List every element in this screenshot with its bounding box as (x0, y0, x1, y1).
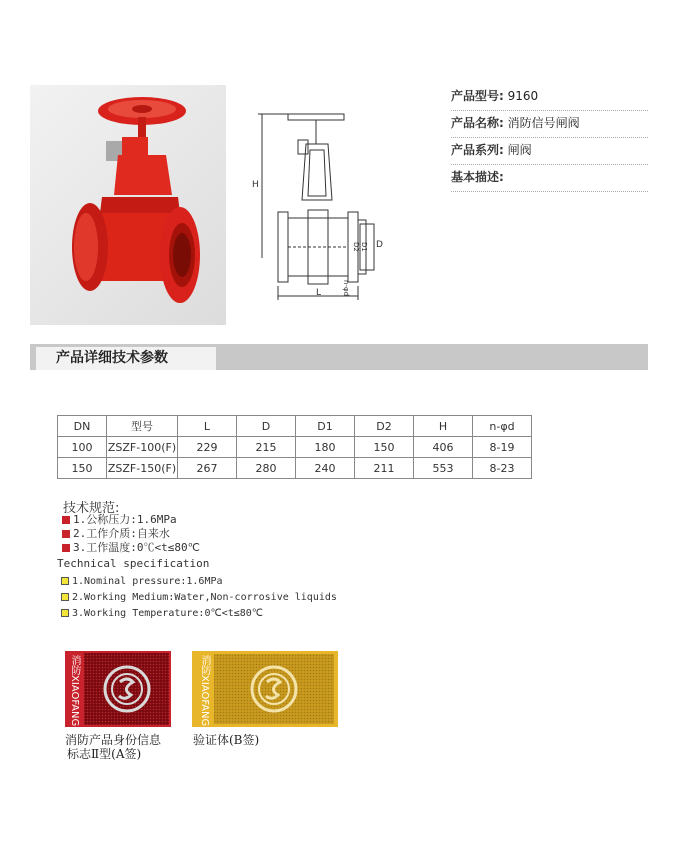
dim-label-h: H (252, 180, 259, 190)
table-header-cell: 型号 (107, 416, 178, 437)
info-row-series (451, 138, 648, 165)
dim-label-nd: n-φd (342, 280, 350, 297)
red-square-bullet-icon (62, 530, 70, 538)
table-cell: 406 (414, 437, 473, 458)
list-item (61, 574, 337, 590)
spec-en-list (61, 574, 337, 622)
table-cell: 240 (296, 458, 355, 479)
spec-cn-title: 技术规范: (63, 501, 120, 516)
series-label: 产品系列: (451, 143, 504, 157)
table-header-cell: D (237, 416, 296, 437)
table-header-cell: D1 (296, 416, 355, 437)
table-header-cell: D2 (355, 416, 414, 437)
info-row-description (451, 165, 648, 192)
list-item (61, 606, 337, 622)
spec-cn-item: 2.工作介质:自来水 (73, 527, 170, 540)
list-item (62, 541, 200, 555)
table-cell: 8-23 (473, 458, 532, 479)
section-title: 产品详细技术参数 (36, 347, 216, 370)
badge-a-caption-line2: 标志Ⅱ型(A签) (67, 747, 142, 761)
table-cell: 215 (237, 437, 296, 458)
dim-label-l: L (316, 288, 322, 298)
badge-a-vertical-text: 消防XIAOFANG (69, 655, 80, 727)
model-value: 9160 (507, 89, 539, 103)
info-row-model (451, 84, 648, 111)
table-row (58, 437, 532, 458)
table-cell: ZSZF-100(F) (107, 437, 178, 458)
list-item (62, 527, 200, 541)
table-cell: 8-19 (473, 437, 532, 458)
spec-en-item: 1.Nominal pressure:1.6MPa (72, 576, 223, 587)
table-cell: 267 (178, 458, 237, 479)
badge-b-vertical-text: 消防XIAOFANG (199, 655, 210, 727)
table-cell: 229 (178, 437, 237, 458)
table-cell: 211 (355, 458, 414, 479)
table-header-cell: DN (58, 416, 107, 437)
list-item (61, 590, 337, 606)
table-cell: 150 (355, 437, 414, 458)
dimension-drawing (248, 100, 388, 310)
spec-en-title: Technical specification (57, 557, 210, 570)
yellow-square-bullet-icon (61, 609, 69, 617)
spec-table (57, 415, 532, 479)
name-label: 产品名称: (451, 116, 504, 130)
table-cell: 280 (237, 458, 296, 479)
description-label: 基本描述: (451, 170, 504, 184)
list-item (62, 513, 200, 527)
dim-label-d: D (376, 240, 383, 250)
red-square-bullet-icon (62, 516, 70, 524)
yellow-square-bullet-icon (61, 593, 69, 601)
spec-cn-item: 3.工作温度:0℃<t≤80℃ (73, 541, 200, 554)
table-header-row (58, 416, 532, 437)
table-header-cell: L (178, 416, 237, 437)
dim-label-d1: D1 (360, 242, 368, 252)
yellow-square-bullet-icon (61, 577, 69, 585)
spec-en-item: 2.Working Medium:Water,Non-corrosive liquids (72, 592, 337, 603)
badge-a-caption (65, 733, 161, 761)
table-row (58, 458, 532, 479)
spec-cn-list (62, 513, 200, 555)
table-cell: 150 (58, 458, 107, 479)
dim-label-d2: D2 (352, 242, 360, 252)
badge-a-caption-line1: 消防产品身份信息 (65, 733, 162, 747)
badge-b-caption: 验证体(B签) (193, 733, 260, 747)
table-cell: ZSZF-150(F) (107, 458, 178, 479)
red-square-bullet-icon (62, 544, 70, 552)
product-info (451, 84, 648, 192)
spec-cn-item: 1.公称压力:1.6MPa (73, 513, 177, 526)
info-row-name (451, 111, 648, 138)
table-cell: 100 (58, 437, 107, 458)
section-header-bar (30, 344, 648, 370)
table-cell: 553 (414, 458, 473, 479)
verification-label-b (192, 651, 338, 727)
spec-en-item: 3.Working Temperature:0℃<t≤80℃ (72, 608, 264, 619)
name-value: 消防信号闸阀 (507, 116, 580, 130)
table-header-cell: H (414, 416, 473, 437)
fire-product-id-label-a (65, 651, 171, 727)
model-label: 产品型号: (451, 89, 504, 103)
series-value: 闸阀 (507, 143, 532, 157)
product-photo (30, 85, 226, 325)
table-header-cell: n-φd (473, 416, 532, 437)
table-cell: 180 (296, 437, 355, 458)
